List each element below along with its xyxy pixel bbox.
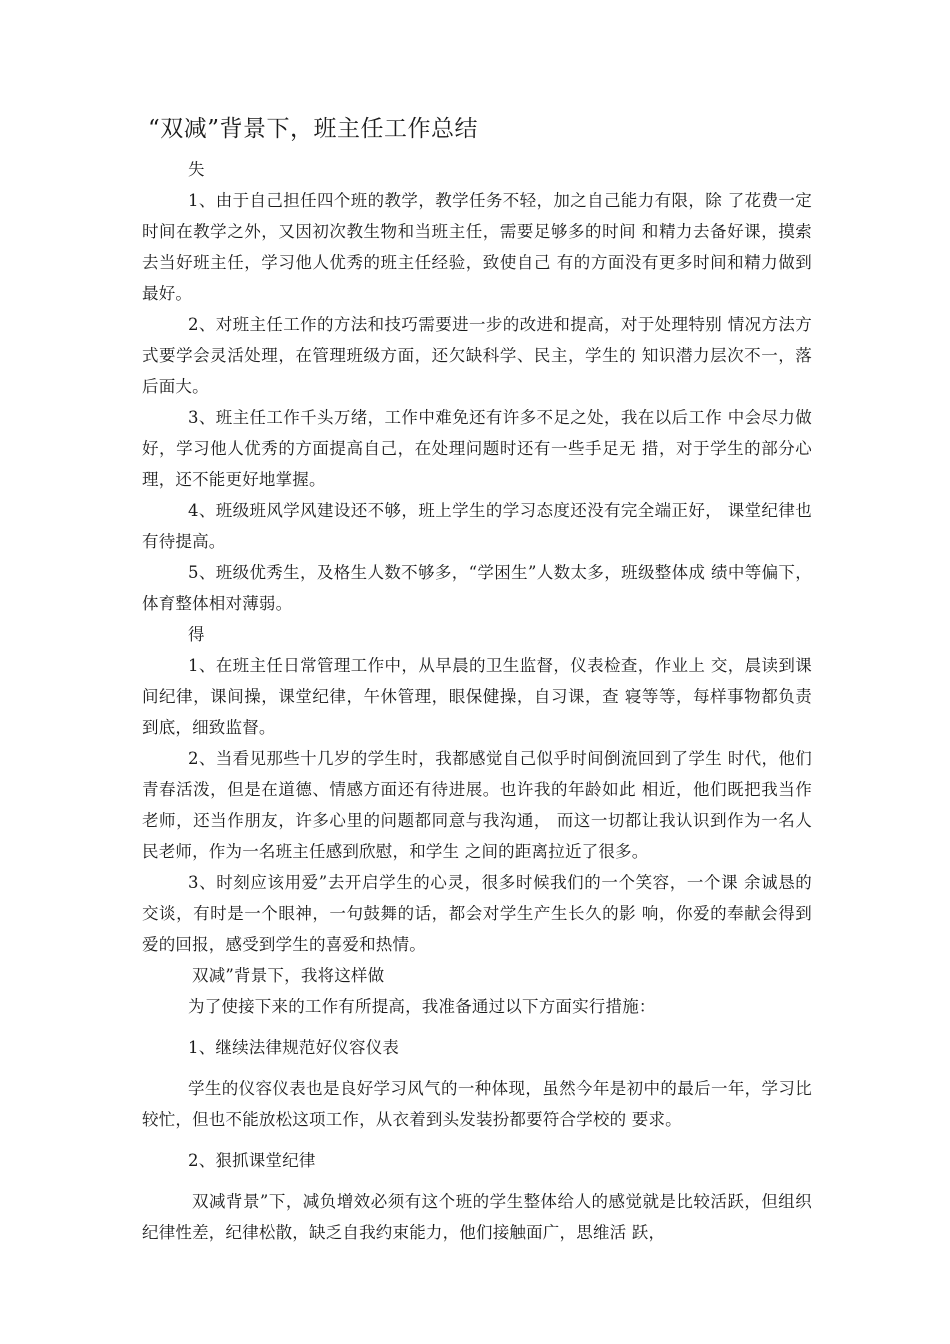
paragraph: 3、班主任工作千头万绪，工作中难免还有许多不足之处，我在以后工作 中会尽力做好，学习他人优秀的方面提高自己，在处理问题时还有一些手足无 措，对于学生的部分心理，还不能更好地掌握。 (142, 408, 812, 489)
document-title: “双减”背景下，班主任工作总结 (148, 116, 479, 142)
paragraph: 2、对班主任工作的方法和技巧需要进一步的改进和提高，对于处理特别 情况方法方式要学会灵活处理，在管理班级方面，还欠缺科学、民主，学生的 知识潜力层次不一，落后面大。 (142, 315, 812, 396)
paragraph: 2、当看见那些十几岁的学生时，我都感觉自己似乎时间倒流回到了学生 时代，他们青春活泼，但是在道德、情感方面还有待进展。也许我的年龄如此 相近，他们既把我当作老师，还当作朋友，许多心里的问题都同意与我沟通， 而这一切都让我认识到作为一名人民老师，作为一名班主任感到欣慰，和学生 之间的距离拉近了很多。 (142, 749, 812, 861)
subheading-dress-code: 1、继续法律规范好仪容仪表 (188, 1038, 400, 1057)
paragraph: 双减背景”下，减负增效必须有这个班的学生整体给人的感觉就是比较活跃，但组织纪律性差，纪律松散，缺乏自我约束能力，他们接触面广，思维活 跃， (142, 1192, 812, 1242)
section-heading-shortcomings: 失 (188, 160, 205, 179)
paragraph: 1、由于自己担任四个班的教学，教学任务不轻，加之自己能力有限，除 了花费一定时间在教学之外，又因初次教生物和当班主任，需要足够多的时间 和精力去备好课，摸索去当好班主任，学习他人优秀的班主任经验，致使自己 有的方面没有更多时间和精力做到最好。 (142, 191, 812, 303)
document-body (142, 154, 812, 1248)
section-heading-gains: 得 (188, 625, 205, 644)
paragraph: 学生的仪容仪表也是良好学习风气的一种体现，虽然今年是初中的最后一年，学习比较忙，但也不能放松这项工作，从衣着到头发装扮都要符合学校的 要求。 (142, 1079, 812, 1129)
section-heading-plans: 双减”背景下，我将这样做 (192, 966, 385, 985)
subheading-classroom-discipline: 2、狠抓课堂纪律 (188, 1151, 316, 1170)
paragraph: 为了使接下来的工作有所提高，我准备通过以下方面实行措施： (188, 997, 656, 1016)
paragraph: 3、时刻应该用爱”去开启学生的心灵，很多时候我们的一个笑容，一个课 余诚恳的交谈，有时是一个眼神，一句鼓舞的话，都会对学生产生长久的影 响，你爱的奉献会得到爱的回报，感受到学生的喜爱和热情。 (142, 873, 812, 954)
paragraph: 5、班级优秀生，及格生人数不够多，“学困生”人数太多，班级整体成 绩中等偏下，体育整体相对薄弱。 (142, 563, 812, 613)
paragraph: 1、在班主任日常管理工作中，从早晨的卫生监督，仪表检查，作业上 交，晨读到课间纪律，课间操，课堂纪律，午休管理，眼保健操，自习课，查 寝等等，每样事物都负责到底，细致监督。 (142, 656, 812, 737)
paragraph: 4、班级班风学风建设还不够，班上学生的学习态度还没有完全端正好， 课堂纪律也有待提高。 (142, 501, 812, 551)
